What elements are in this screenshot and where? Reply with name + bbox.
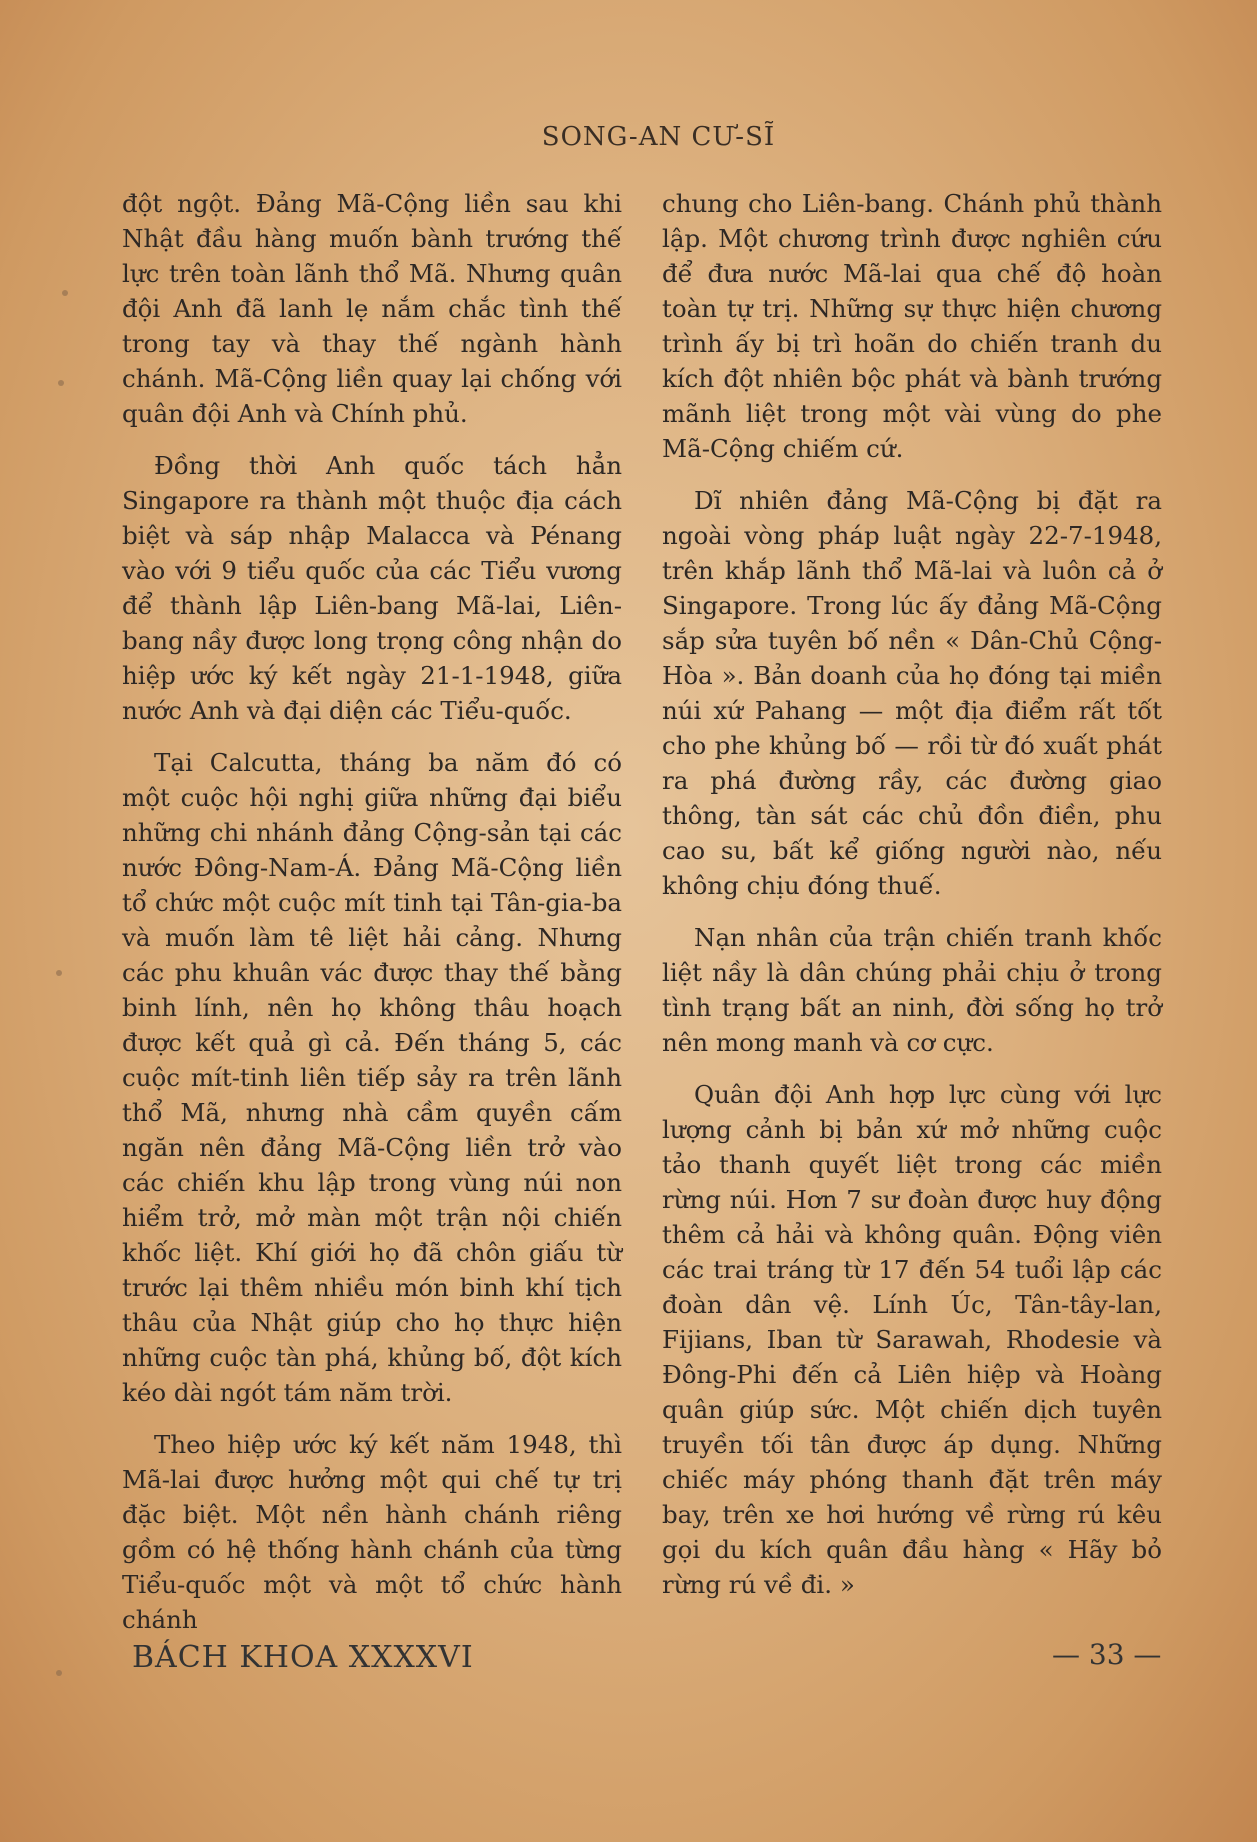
paragraph: Dĩ nhiên đảng Mã-Cộng bị đặt ra ngoài vòng pháp luật ngày 22-7-1948, trên khắp lãnh thổ Mã-lai và luôn cả ở Singapore. Trong lúc ấy đảng Mã-Cộng sắp sửa tuyên bố nền « Dân-Chủ Cộng-Hòa ». Bản doanh của họ đóng tại miền núi xứ Pahang — một địa điểm rất tốt cho phe khủng bố — rồi từ đó xuất phát ra phá đường rầy, các đường giao thông, tàn sát các chủ đồn điền, phu cao su, bất kể giống người nào, nếu không chịu đóng thuế. (662, 486, 1162, 900)
paper-speck (56, 1670, 62, 1676)
paragraph: chung cho Liên-bang. Chánh phủ thành lập. Một chương trình được nghiên cứu để đưa nước Mã-lai qua chế độ hoàn toàn tự trị. Những sự thực hiện chương trình ấy bị trì hoãn do chiến tranh du kích đột nhiên bộc phát và bành trướng mãnh liệt trong một vài vùng do phe Mã-Cộng chiếm cứ. (662, 189, 1162, 463)
paragraph: Nạn nhân của trận chiến tranh khốc liệt nầy là dân chúng phải chịu ở trong tình trạng bất an ninh, đời sống họ trở nên mong manh và cơ cực. (662, 923, 1162, 1057)
page-number: — 33 — (1052, 1638, 1162, 1671)
paper-speck (56, 970, 62, 976)
paragraph: Đồng thời Anh quốc tách hẳn Singapore ra thành một thuộc địa cách biệt và sáp nhập Malacca và Pénang vào với 9 tiểu quốc của các Tiểu vương để thành lập Liên-bang Mã-lai, Liên-bang nầy được long trọng công nhận do hiệp ước ký kết ngày 21-1-1948, giữa nước Anh và đại diện các Tiểu-quốc. (122, 451, 622, 725)
paper-speck (62, 290, 68, 296)
paragraph: đột ngột. Đảng Mã-Cộng liền sau khi Nhật đầu hàng muốn bành trướng thế lực trên toàn lãnh thổ Mã. Nhưng quân đội Anh đã lanh lẹ nắm chắc tình thế trong tay và thay thế ngành hành chánh. Mã-Cộng liền quay lại chống với quân đội Anh và Chính phủ. (122, 189, 622, 428)
paragraph: Quân đội Anh hợp lực cùng với lực lượng cảnh bị bản xứ mở những cuộc tảo thanh quyết liệt trong các miền rừng núi. Hơn 7 sư đoàn được huy động thêm cả hải và không quân. Động viên các trai tráng từ 17 đến 54 tuổi lập các đoàn dân vệ. Lính Úc, Tân-tây-lan, Fijians, Iban từ Sarawah, Rhodesie và Đông-Phi đến cả Liên hiệp và Hoàng quân giúp sức. Một chiến dịch tuyên truyền tối tân được áp dụng. Những chiếc máy phóng thanh đặt trên máy bay, trên xe hơi hướng về rừng rú kêu gọi du kích quân đầu hàng « Hãy bỏ rừng rú về đi. » (662, 1080, 1162, 1599)
paragraph: Tại Calcutta, tháng ba năm đó có một cuộc hội nghị giữa những đại biểu những chi nhánh đảng Cộng-sản tại các nước Đông-Nam-Á. Đảng Mã-Cộng liền tổ chức một cuộc mít tinh tại Tân-gia-ba và muốn làm tê liệt hải cảng. Nhưng các phu khuân vác được thay thế bằng binh lính, nên họ không thâu hoạch được kết quả gì cả. Đến tháng 5, các cuộc mít-tinh liên tiếp sảy ra trên lãnh thổ Mã, nhưng nhà cầm quyền cấm ngăn nên đảng Mã-Cộng liền trở vào các chiến khu lập trong vùng núi non hiểm trở, mở màn một trận nội chiến khốc liệt. Khí giới họ đã chôn giấu từ trước lại thêm nhiều món binh khí tịch thâu của Nhật giúp cho họ thực hiện những cuộc tàn phá, khủng bố, đột kích kéo dài ngót tám năm trời. (122, 748, 622, 1407)
paper-speck (58, 380, 64, 386)
left-column (122, 186, 622, 1654)
right-column (662, 186, 1162, 1619)
paragraph: Theo hiệp ước ký kết năm 1948, thì Mã-lai được hưởng một qui chế tự trị đặc biệt. Một nền hành chánh riêng gồm có hệ thống hành chánh của từng Tiểu-quốc một và một tổ chức hành chánh (122, 1430, 622, 1634)
running-header: SONG-AN CƯ-SĨ (541, 122, 776, 152)
magazine-footer: BÁCH KHOA XXXXVI (132, 1640, 474, 1675)
